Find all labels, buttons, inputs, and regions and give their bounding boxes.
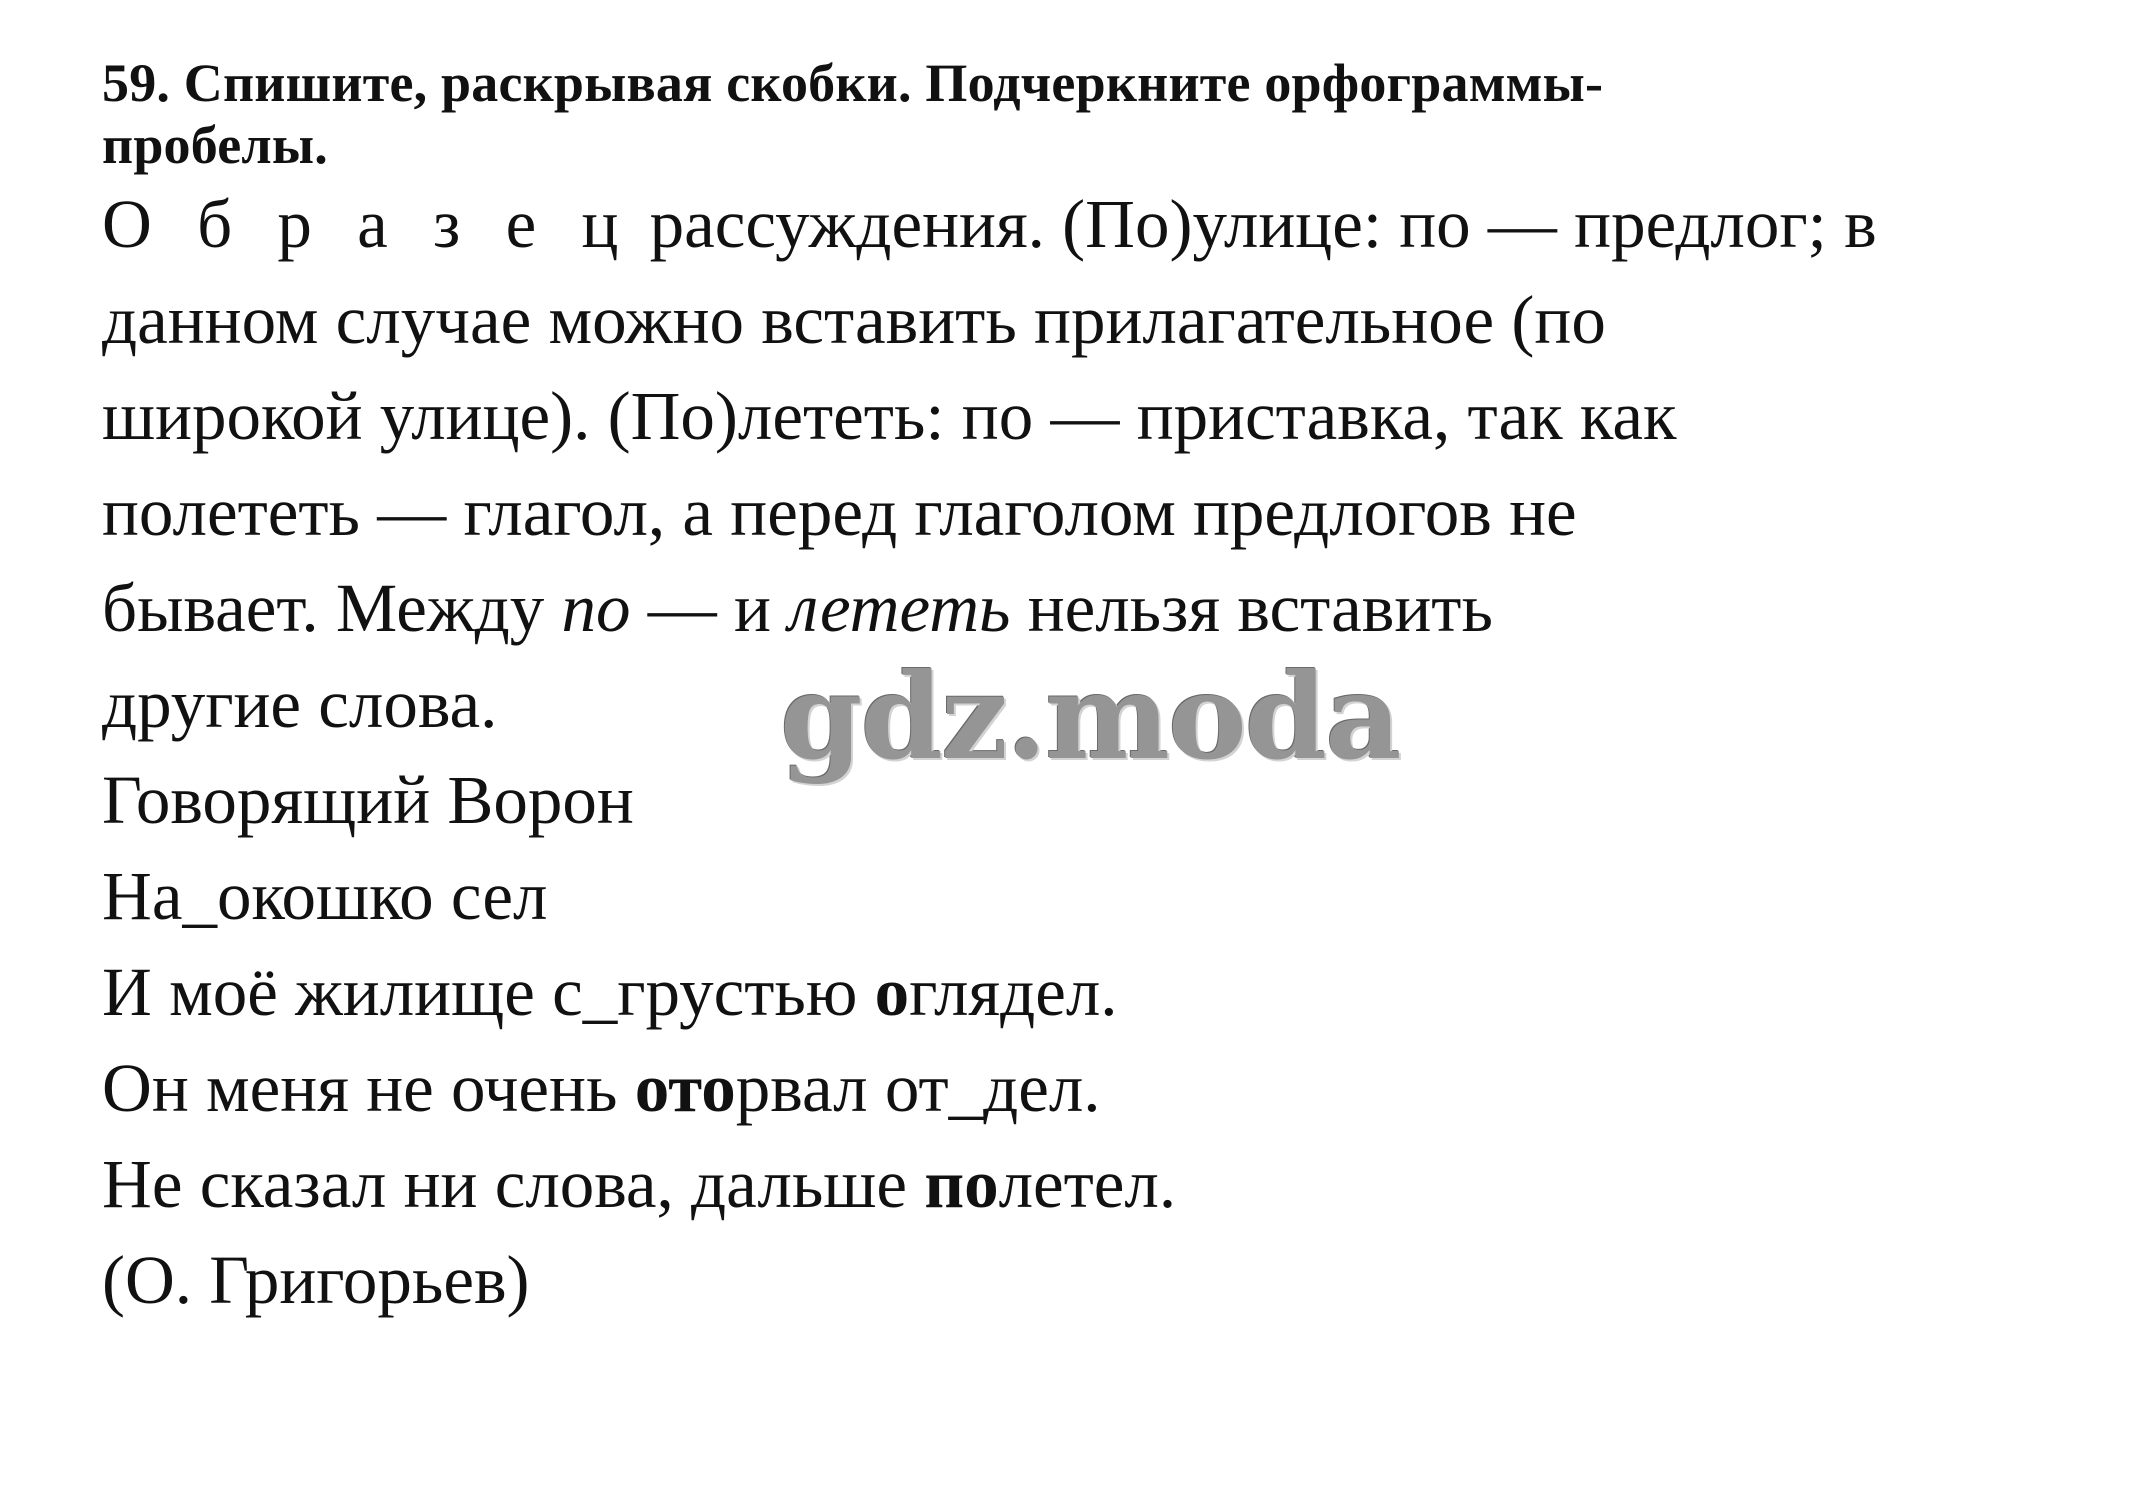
poem-line-4: Он меня не очень оторвал от_дел.	[102, 1050, 1101, 1126]
highlight-prefix: ото	[634, 1050, 736, 1126]
task-title-line-2: пробелы.	[102, 115, 328, 175]
task-title	[102, 52, 2102, 176]
sample-line-1: О б р а з е ц рассуждения. (По)улице: по — предлог; в	[102, 186, 1877, 262]
highlight-prefix: по	[924, 1146, 999, 1222]
poem	[102, 752, 2102, 1328]
italic-word-po: по	[561, 570, 631, 646]
highlight-prefix: о	[874, 954, 910, 1030]
italic-word-letet: лететь	[788, 570, 1011, 646]
poem-line-1: Говорящий Ворон	[102, 762, 634, 838]
poem-line-5: Не сказал ни слова, дальше полетел.	[102, 1146, 1177, 1222]
sample-line-5: бывает. Между по — и лететь нельзя вставить	[102, 570, 1493, 646]
sample-line-4: полететь — глагол, а перед глаголом предлогов не	[102, 474, 1577, 550]
sample-line-3: широкой улице). (По)лететь: по — приставка, так как	[102, 378, 1677, 454]
poem-line-2: На_окошко сел	[102, 858, 548, 934]
sample-line-6: другие слова.	[102, 666, 498, 742]
poem-author: (О. Григорьев)	[102, 1242, 530, 1318]
watermark-logo: gdz.moda	[780, 647, 1400, 786]
task-title-line-1: 59. Спишите, раскрывая скобки. Подчеркните орфограммы-	[102, 53, 1604, 113]
poem-line-3: И моё жилище с_грустью оглядел.	[102, 954, 1118, 1030]
sample-line-2: данном случае можно вставить прилагательное (по	[102, 282, 1606, 358]
sample-label: О б р а з е ц	[102, 186, 633, 262]
